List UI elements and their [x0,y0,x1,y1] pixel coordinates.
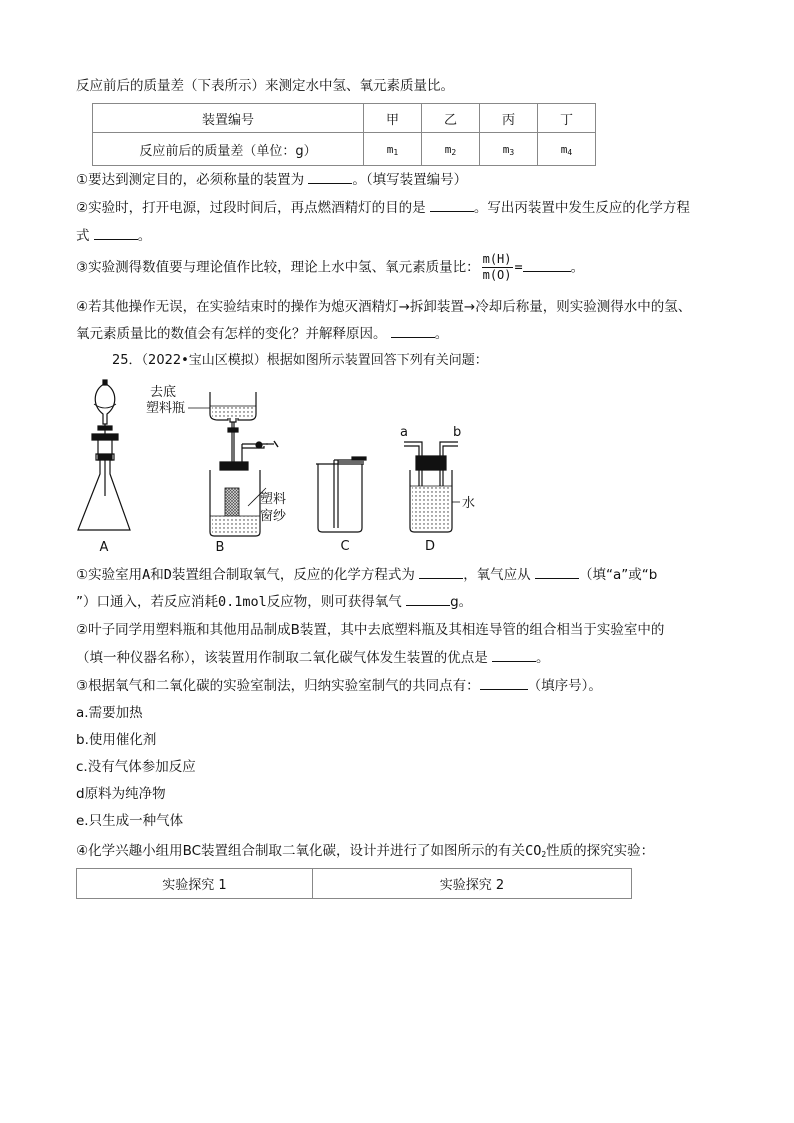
label-b: B [215,540,225,555]
gauze-label-line1: 塑料 [260,492,287,507]
q24-line1: ①要达到测定目的，必须称量的装置为 。（填写装置编号） [76,172,468,188]
q25-line1: ①实验室用A和D装置组合制取氧气，反应的化学方程式为 ，氧气应从 （填“a”或“b [76,567,658,583]
option-a: a.需要加热 [76,705,143,721]
bottle-label-line1: 去底 [150,385,177,400]
apparatus-c [316,457,366,532]
q25-line4: （填一种仪器名称），该装置用作制取二氧化碳气体发生装置的优点是 。 [76,650,550,666]
answer-blank[interactable] [406,593,450,606]
intro-text: 反应前后的质量差（下表所示）来测定水中氢、氧元素质量比。 [76,78,454,94]
label-d: D [424,539,436,554]
port-b-label: b [453,425,462,440]
option-b: b.使用催化剂 [76,732,157,748]
answer-blank[interactable] [523,259,571,272]
answer-blank[interactable] [535,566,579,579]
apparatus-figure [70,378,490,558]
experiment-header-1: 实验探究 1 [77,869,313,899]
q24-line6: 氧元素质量比的数值会有怎样的变化？并解释原因。 。 [76,326,449,342]
q24-line5: ④若其他操作无误，在实验结束时的操作为熄灭酒精灯→拆卸装置→冷却后称量，则实验测得水中的氢、 [76,299,692,315]
gauze-label-line2: 窗纱 [260,509,287,524]
q24-line2: ②实验时，打开电源，过段时间后，再点燃酒精灯的目的是 。写出丙装置中发生反应的化学方程 [76,200,690,216]
q25-line3: ②叶子同学用塑料瓶和其他用品制成B装置，其中去底塑料瓶及其相连导管的组合相当于实验室中的 [76,622,665,638]
q25-line5: ③根据氧气和二氧化碳的实验室制法，归纳实验室制气的共同点有： （填序号）。 [76,678,602,694]
answer-blank[interactable] [391,325,435,338]
q24-line4: ③实验测得数值要与理论值作比较，理论上水中氢、氧元素质量比： $\frac{m(H)}{m(O)}$ = 。 [76,252,585,282]
answer-blank[interactable] [480,677,528,690]
apparatus-d [404,442,460,532]
experiment-table [76,868,632,899]
mass-difference-table [92,103,596,166]
q25-line6: ④化学兴趣小组用BC装置组合制取二氧化碳，设计并进行了如图所示的有关$CO_2$性质的探究实验： [76,843,655,859]
table-cell-m4: $m_4$ [538,133,596,166]
experiment-header-2: 实验探究 2 [313,869,632,899]
answer-blank[interactable] [492,649,536,662]
table-cell-m2: $m_2$ [422,133,480,166]
table-header-jia: 甲 [364,104,422,133]
label-c: C [340,539,350,554]
label-a: A [99,540,109,555]
mass-ratio-fraction: $\frac{m(H)}{m(O)}$ [482,252,512,282]
table-header-yi: 乙 [422,104,480,133]
apparatus-a [78,380,130,530]
answer-blank[interactable] [419,566,463,579]
option-e: e.只生成一种气体 [76,813,184,829]
option-c: c.没有气体参加反应 [76,759,196,775]
answer-blank[interactable] [308,171,352,184]
port-a-label: a [400,425,408,440]
table-header-bing: 丙 [480,104,538,133]
table-header-device: 装置编号 [93,104,364,133]
answer-blank[interactable] [430,199,474,212]
table-cell-m3: $m_3$ [480,133,538,166]
q25-line2: ”）口通入，若反应消耗0.1mol反应物，则可获得氧气 g。 [76,594,473,610]
table-header-ding: 丁 [538,104,596,133]
answer-blank[interactable] [94,227,138,240]
q25-title: 25．（2022•宝山区模拟）根据如图所示装置回答下列有关问题： [112,353,488,368]
water-label: 水 [462,496,476,511]
table-cell-m1: $m_1$ [364,133,422,166]
option-d: d原料为纯净物 [76,786,166,802]
q24-line3: 式 。 [76,228,152,244]
bottle-label-line2: 塑料瓶 [146,401,186,416]
table-row-label: 反应前后的质量差（单位：g） [93,133,364,166]
